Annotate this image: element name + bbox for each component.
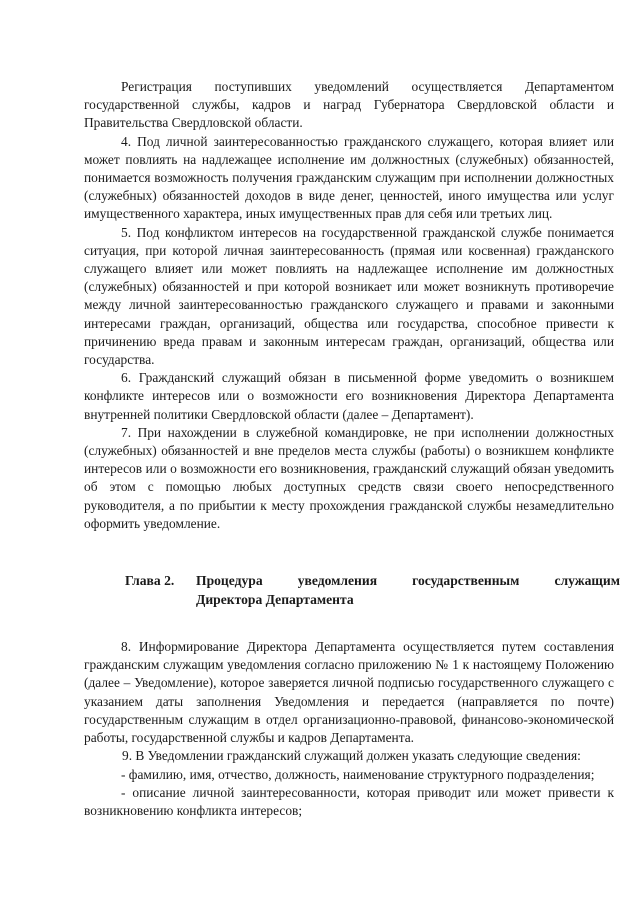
paragraph-registration: Регистрация поступивших уведомлений осуществляется Департаментом государственной службы, кадров и наград Губернатора Свердловской области и Правительства Свердловской области. (84, 79, 614, 131)
paragraph-9: 9. В Уведомлении гражданский служащий должен указать следующие сведения: (122, 748, 581, 764)
chapter-title-line1: Процедура уведомления государственным служащим (196, 573, 620, 589)
list-item-full-name: - фамилию, имя, отчество, должность, наименование структурного подразделения; (121, 766, 595, 782)
paragraph-8: 8. Информирование Директора Департамента осуществляется путем составления гражданским служащим уведомления согласно приложению № 1 к настоящему Положению (далее – Уведомление), которое заверяется личной подписью государственного служащего с указанием даты заполнения Уведомления и передается (направляется по почте) государственным служащим в отдел организационно-правовой, финансово-экономической работы, государственной службы и кадров Департамента. (84, 639, 614, 746)
chapter-heading (84, 572, 620, 610)
document-page (84, 78, 620, 820)
list-item-interest-description: - описание личной заинтересованности, которая приводит или может привести к возникновению конфликта интересов; (84, 784, 614, 818)
paragraph-7: 7. При нахождении в служебной командировке, не при исполнении должностных (служебных) обязанностей и вне пределов места службы (работы) о возникшем конфликте интересов или о возможности его возникновения, гражданский служащий обязан уведомить об этом с помощью любых доступных средств связи своего непосредственного руководителя, а по прибытии к месту прохождения гражданской службы незамедлительно оформить уведомление. (84, 424, 614, 531)
paragraph-4: 4. Под личной заинтересованностью гражданского служащего, которая влияет или может повлиять на надлежащее исполнение им должностных (служебных) обязанностей, понимается возможность получения гражданским служащим при исполнении должностных (служебных) обязанностей доходов в виде денег, ценностей, иного имущества или услуг имущественного характера, иных имущественных прав для себя или третьих лиц. (84, 133, 614, 222)
paragraph-5: 5. Под конфликтом интересов на государственной гражданской службе понимается ситуация, при которой личная заинтересованность (прямая или косвенная) гражданского служащего влияет или может повлиять на надлежащее исполнение им должностных (служебных) обязанностей и при которой возникает или может возникнуть противоречие между личной заинтересованностью гражданского служащего и правами и законными интересами граждан, организаций, общества или государства, способное привести к причинению вреда правам и законным интересам граждан, организаций, общества или государства. (84, 224, 614, 368)
chapter-number: Глава 2. (125, 573, 175, 589)
chapter-title-line2: Директора Департамента (196, 592, 354, 608)
paragraph-6: 6. Гражданский служащий обязан в письменной форме уведомить о возникшем конфликте интересов или о возможности его возникновения Директора Департамента внутренней политики Свердловской области (далее – Департамент). (84, 370, 614, 422)
